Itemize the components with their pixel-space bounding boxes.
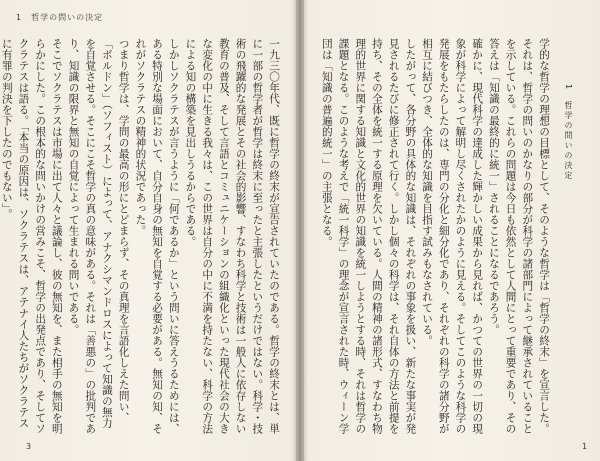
book-gutter <box>292 0 308 461</box>
page-number: 3 <box>26 442 32 451</box>
paragraph: 確かに、現代科学の達成した輝かしい成果から見れば、かつての世界の一切の現象が科学によって解明し尽くされたかのように見える。そしてこのような科学の発展をもたらしたのは、専門の分化と細分化であり、それぞれの科学の諸分野が相互に結びつき、全体的な知識を目指す試みもなされている。 <box>421 38 484 434</box>
left-page <box>0 0 296 461</box>
right-body-text <box>320 38 552 434</box>
paragraph: 一九三〇年代、既に哲学の終末が宣告されていたのである。哲学の終末とは、単に一部の哲学者が哲学は終末に至ったと主張したというだけではない。科学・技術の飛躍的な発展とその社会的影響、すなわち科学と技術は一般人に依存しない教育の普及、そして言語とコミュニケーションの組織化といった現代社会の大きな変化の中に生きる我々は、この世界は自分の中に不満を持たない、科学の方法による知の構築を見出しうるからである。 <box>184 38 280 434</box>
left-body-text <box>0 38 282 434</box>
running-head: 1 哲学の問いの決定 <box>16 13 104 22</box>
paragraph: したがって、各分野の具体的な知識は、それぞれの事象を扱い、新たな事実が発見されるたびに修正されて行く。しかし個々の科学は、それ自体の方法と前提を持ち、その全体を統一する原理を欠いている。人間の精神の諸形式、すなわち物理的世界に関する知識と文化的世界の知識を統一しようとする時、それは哲学の課題となる。このような考えで「統一科学」の理念が宣言された時、ウィーン学団は「知識の普遍的統一」の主張となる。 <box>320 38 417 434</box>
chapter-heading: 1 哲学の問いの決定 <box>564 84 573 182</box>
paragraph: つまり哲学は、学問の最高の形にとどまらず、その真理を言語化しえた問い、「ボルドン」（ソフィスト）によって、アナクシマンドロスによって知識の無力を自覚させる。そこにこそ哲学の真の意味がある。それは「善悪の」の批判であり、知識の限界と無知の自覚によって生まれる問いである。 <box>67 38 130 434</box>
paragraph: 学的な哲学の理想の目標として、そのような哲学は「哲学の終末」を宣言した。それは、哲学の問いのかなりの部分が科学の諸部門によって継承されていることを示している。これらの問題は今日も依然として人間にとって重要であり、その答えは「知識の最終的に統一」されることになるであろう。 <box>487 38 550 434</box>
paragraph: そこでソクラテスは市場に出て人々と議論し、彼の無知を、また相手の無知を明らかにした。この根本的な問いかけの営みこそ、哲学の出発点であり、そしてソクラテスは語る。「本当の原因は、ソクラテスは、アテナイ人たちがソクラテスに有罪の判決を下したのでもない」。 <box>0 38 63 434</box>
paragraph: しかしソクラテスが言うように「何であるか」という問いに答えうるためには、ある特別な場面において、自分自身の無知を自覚する必要がある。無知の知、それがソクラテスの精神的状況であった。 <box>134 38 180 434</box>
page-number: 1 <box>582 442 588 451</box>
